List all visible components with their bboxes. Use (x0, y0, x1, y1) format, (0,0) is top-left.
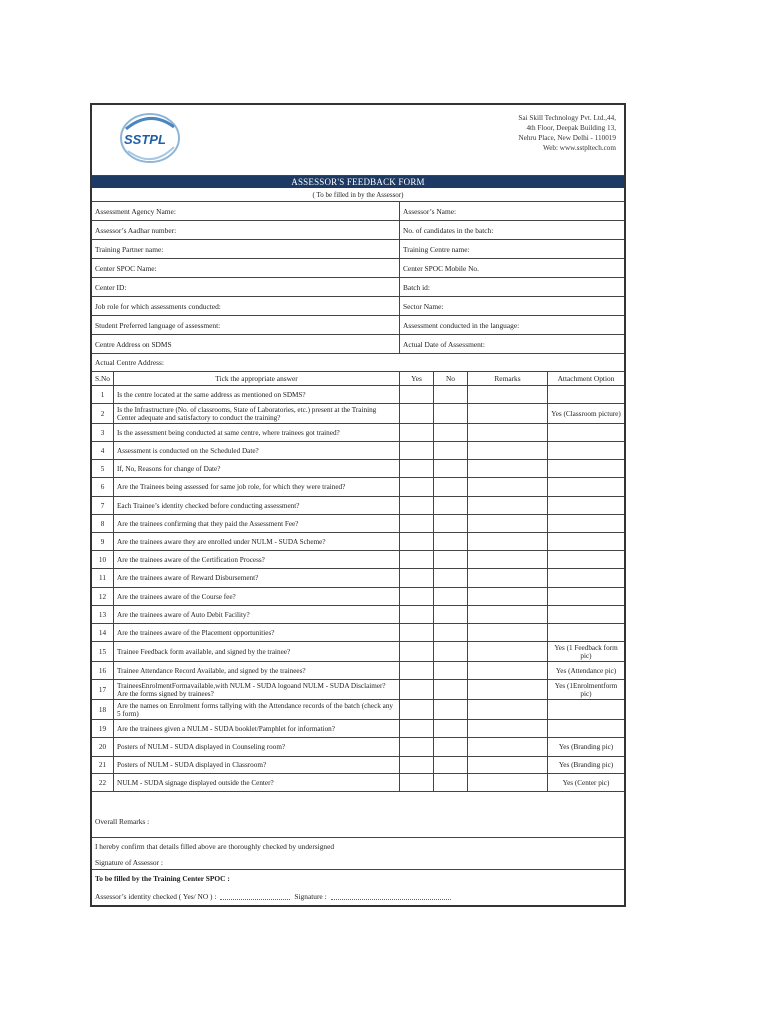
info-row (92, 259, 624, 278)
no-checkbox[interactable] (434, 738, 468, 756)
info-row (92, 202, 624, 221)
question-number: 9 (92, 533, 114, 550)
remarks-field[interactable] (468, 680, 548, 699)
question-row (92, 442, 624, 460)
remarks-field[interactable] (468, 533, 548, 550)
question-row (92, 478, 624, 497)
question-number: 1 (92, 386, 114, 403)
question-row (92, 588, 624, 606)
header-remarks: Remarks (468, 372, 548, 385)
assessor-name-field[interactable]: Assessor’s Name: (403, 206, 457, 216)
remarks-field[interactable] (468, 606, 548, 623)
question-text: Are the trainees aware they are enrolled under NULM - SUDA Scheme? (114, 533, 400, 550)
no-checkbox[interactable] (434, 386, 468, 403)
identity-checked-label: Assessor’s identity checked ( Yes/ NO ) : (95, 891, 217, 901)
question-row (92, 662, 624, 680)
remarks-field[interactable] (468, 588, 548, 605)
no-checkbox[interactable] (434, 497, 468, 514)
remarks-field[interactable] (468, 738, 548, 756)
question-text: Are the trainees confirming that they paid the Assessment Fee? (114, 515, 400, 532)
question-row (92, 606, 624, 624)
attachment-option (548, 478, 624, 496)
no-checkbox[interactable] (434, 642, 468, 661)
attachment-option (548, 460, 624, 477)
no-checkbox[interactable] (434, 757, 468, 773)
question-text: Are the trainees aware of the Course fee? (114, 588, 400, 605)
question-row (92, 515, 624, 533)
question-text: TraineesEnrolmentFormavailable,with NULM - SUDA logoand NULM - SUDA Disclaimer? Are the forms signed by trainees? (114, 680, 400, 699)
identity-checked-blank[interactable] (220, 893, 290, 900)
question-row (92, 720, 624, 738)
batch-id-field[interactable]: Batch id: (403, 282, 430, 292)
question-text: Are the trainees aware of Reward Disbursement? (114, 569, 400, 587)
no-checkbox[interactable] (434, 662, 468, 679)
header-question: Tick the appropriate answer (114, 372, 400, 385)
remarks-field[interactable] (468, 478, 548, 496)
address-line: 4th Floor, Deepak Building 13, (526, 124, 616, 132)
question-number: 7 (92, 497, 114, 514)
attachment-option: Yes (1 Feedback form pic) (554, 643, 618, 660)
question-text: Trainee Attendance Record Available, and signed by the trainees? (114, 662, 400, 679)
address-line: Nehru Place, New Delhi - 110019 (518, 134, 616, 142)
signature-label: Signature : (294, 891, 327, 901)
no-checkbox[interactable] (434, 515, 468, 532)
info-row (92, 316, 624, 335)
question-number: 15 (92, 642, 114, 661)
no-checkbox[interactable] (434, 680, 468, 699)
yes-checkbox[interactable] (400, 442, 434, 459)
remarks-field[interactable] (468, 624, 548, 641)
remarks-field[interactable] (468, 757, 548, 773)
question-row (92, 738, 624, 757)
yes-checkbox[interactable] (400, 774, 434, 791)
form-subtitle: ( To be filled in by the Assessor) (92, 189, 624, 202)
question-text: Are the trainees given a NULM - SUDA booklet/Pamphlet for information? (114, 720, 400, 737)
remarks-field[interactable] (468, 720, 548, 737)
yes-checkbox[interactable] (400, 478, 434, 496)
info-row (92, 335, 624, 354)
attachment-option (548, 442, 624, 459)
attachment-option (548, 606, 624, 623)
remarks-field[interactable] (468, 460, 548, 477)
remarks-field[interactable] (468, 662, 548, 679)
header-attachment: Attachment Option (557, 373, 615, 383)
no-checkbox[interactable] (434, 478, 468, 496)
question-row (92, 386, 624, 404)
info-row (92, 354, 624, 372)
question-row (92, 680, 624, 700)
remarks-field[interactable] (468, 569, 548, 587)
feedback-form (90, 103, 626, 907)
question-number: 21 (92, 757, 114, 773)
form-title: ASSESSOR'S FEEDBACK FORM (92, 176, 624, 188)
question-number: 4 (92, 442, 114, 459)
question-text: Each Trainee’s identity checked before conducting assessment? (114, 497, 400, 514)
no-checkbox[interactable] (434, 774, 468, 791)
question-number: 8 (92, 515, 114, 532)
remarks-field[interactable] (468, 774, 548, 791)
attachment-option (548, 497, 624, 514)
logo-text: SSTPL (124, 132, 166, 147)
centre-id-field[interactable]: Center ID: (92, 278, 400, 296)
question-number: 18 (92, 700, 114, 719)
yes-checkbox[interactable] (400, 588, 434, 605)
attachment-option (548, 386, 624, 403)
attachment-option (548, 424, 624, 441)
aadhar-field[interactable]: Assessor’s Aadhar number: (92, 221, 400, 239)
question-text: Are the names on Enrolment forms tallying with the Attendance records of the batch (check any 5 form) (114, 700, 400, 719)
remarks-field[interactable] (468, 551, 548, 568)
question-row (92, 424, 624, 442)
remarks-field[interactable] (468, 424, 548, 441)
info-row (92, 240, 624, 259)
question-text: Posters of NULM - SUDA displayed in Counseling room? (114, 738, 400, 756)
question-row (92, 551, 624, 569)
question-text: Are the Trainees being assessed for same job role, for which they were trained? (114, 478, 400, 496)
no-checkbox[interactable] (434, 569, 468, 587)
signature-blank[interactable] (331, 893, 451, 900)
yes-checkbox[interactable] (400, 386, 434, 403)
question-text: Assessment is conducted on the Scheduled Date? (114, 442, 400, 459)
attachment-option (548, 624, 624, 641)
remarks-field[interactable] (468, 515, 548, 532)
question-number: 3 (92, 424, 114, 441)
question-number: 5 (92, 460, 114, 477)
yes-checkbox[interactable] (400, 515, 434, 532)
question-number: 16 (92, 662, 114, 679)
question-text: Trainee Feedback form available, and signed by the trainee? (114, 642, 400, 661)
yes-checkbox[interactable] (400, 606, 434, 623)
attachment-option (548, 569, 624, 587)
spoc-heading: To be filled by the Training Center SPOC : (95, 874, 230, 883)
question-number: 13 (92, 606, 114, 623)
no-checkbox[interactable] (434, 588, 468, 605)
no-checkbox[interactable] (434, 404, 468, 423)
header-yes: Yes (400, 372, 434, 385)
agency-field[interactable]: Assessment Agency Name: (92, 202, 400, 220)
sdms-address-field[interactable]: Centre Address on SDMS (92, 335, 400, 353)
overall-remarks-field[interactable]: Overall Remarks : (95, 817, 150, 826)
yes-checkbox[interactable] (400, 680, 434, 699)
footer-row (92, 838, 624, 855)
question-number: 2 (92, 404, 114, 423)
conducted-language-field[interactable]: Assessment conducted in the language: (403, 320, 520, 330)
info-row (92, 221, 624, 240)
attachment-option: Yes (Branding pic) (558, 761, 614, 769)
yes-checkbox[interactable] (400, 642, 434, 661)
no-checkbox[interactable] (434, 606, 468, 623)
preferred-language-field[interactable]: Student Preferred language of assessment: (92, 316, 400, 334)
signature-assessor-field[interactable]: Signature of Assessor : (95, 857, 163, 867)
yes-checkbox[interactable] (400, 424, 434, 441)
footer-row (92, 815, 624, 838)
company-address (416, 113, 616, 153)
header-no: No (434, 372, 468, 385)
question-number: 11 (92, 569, 114, 587)
no-checkbox[interactable] (434, 460, 468, 477)
yes-checkbox[interactable] (400, 662, 434, 679)
question-text: Is the assessment being conducted at same centre, where trainees got trained? (114, 424, 400, 441)
yes-checkbox[interactable] (400, 404, 434, 423)
info-row (92, 278, 624, 297)
job-role-field[interactable]: Job role for which assessments conducted: (92, 297, 400, 315)
remarks-field[interactable] (468, 404, 548, 423)
no-checkbox[interactable] (434, 720, 468, 737)
sector-field[interactable]: Sector Name: (403, 301, 444, 311)
question-row (92, 404, 624, 424)
footer-row (92, 870, 624, 887)
training-partner-field[interactable]: Training Partner name: (92, 240, 400, 258)
no-checkbox[interactable] (434, 700, 468, 719)
remarks-field[interactable] (468, 442, 548, 459)
question-row (92, 569, 624, 588)
attachment-option: Yes (1Enrolmentform pic) (554, 681, 618, 698)
question-row (92, 700, 624, 720)
question-number: 22 (92, 774, 114, 791)
question-text: NULM - SUDA signage displayed outside the Center? (114, 774, 400, 791)
yes-checkbox[interactable] (400, 497, 434, 514)
question-number: 17 (92, 680, 114, 699)
yes-checkbox[interactable] (400, 569, 434, 587)
question-text: Is the Infrastructure (No. of classrooms, State of Laboratories, etc.) present at the Training Center adequate and satisfactory to conduct the training? (114, 404, 400, 423)
yes-checkbox[interactable] (400, 700, 434, 719)
actual-address-field[interactable]: Actual Centre Address: (95, 358, 164, 367)
question-number: 14 (92, 624, 114, 641)
question-text: Are the trainees aware of the Certification Process? (114, 551, 400, 568)
question-row (92, 774, 624, 792)
remarks-field[interactable] (468, 700, 548, 719)
spoc-name-field[interactable]: Center SPOC Name: (92, 259, 400, 277)
centre-name-field[interactable]: Training Centre name: (403, 244, 470, 254)
question-number: 19 (92, 720, 114, 737)
attachment-option (548, 588, 624, 605)
identity-signature-line (92, 887, 624, 905)
question-number: 20 (92, 738, 114, 756)
spoc-mobile-field[interactable]: Center SPOC Mobile No. (403, 263, 479, 273)
no-checkbox[interactable] (434, 624, 468, 641)
attachment-option (548, 720, 624, 737)
attachment-option (548, 551, 624, 568)
attachment-option: Yes (Center pic) (562, 778, 610, 787)
yes-checkbox[interactable] (400, 624, 434, 641)
address-line: Sai Skill Technology Pvt. Ltd.,44, (518, 114, 616, 122)
yes-checkbox[interactable] (400, 720, 434, 737)
attachment-option: Yes (Attendance pic) (555, 666, 617, 675)
remarks-field[interactable] (468, 642, 548, 661)
attachment-option (548, 533, 624, 550)
attachment-option: Yes (Classroom picture) (551, 409, 621, 418)
no-checkbox[interactable] (434, 551, 468, 568)
question-row (92, 533, 624, 551)
header-sn: S.No (92, 372, 114, 385)
attachment-option (548, 515, 624, 532)
no-checkbox[interactable] (434, 442, 468, 459)
question-text: Are the trainees aware of the Placement opportunities? (114, 624, 400, 641)
question-row (92, 497, 624, 515)
no-checkbox[interactable] (434, 424, 468, 441)
question-text: If, No, Reasons for change of Date? (114, 460, 400, 477)
question-text: Is the centre located at the same address as mentioned on SDMS? (114, 386, 400, 403)
remarks-field[interactable] (468, 386, 548, 403)
address-line: Web: www.sstpltech.com (542, 144, 616, 152)
question-number: 6 (92, 478, 114, 496)
question-row (92, 757, 624, 774)
footer-row (92, 887, 624, 905)
form-header (92, 105, 624, 176)
question-text: Are the trainees aware of Auto Debit Facility? (114, 606, 400, 623)
info-row (92, 297, 624, 316)
no-checkbox[interactable] (434, 533, 468, 550)
yes-checkbox[interactable] (400, 738, 434, 756)
candidates-field[interactable]: No. of candidates in the batch: (403, 225, 494, 235)
yes-checkbox[interactable] (400, 757, 434, 773)
actual-date-field[interactable]: Actual Date of Assessment: (403, 339, 485, 349)
question-text: Posters of NULM - SUDA displayed in Classroom? (114, 757, 400, 773)
question-number: 10 (92, 551, 114, 568)
attachment-option (548, 700, 624, 719)
yes-checkbox[interactable] (400, 533, 434, 550)
question-row (92, 460, 624, 478)
yes-checkbox[interactable] (400, 460, 434, 477)
attachment-option: Yes (Branding pic) (558, 743, 614, 751)
question-number: 12 (92, 588, 114, 605)
footer-row (92, 855, 624, 870)
remarks-field[interactable] (468, 497, 548, 514)
confirm-statement: I hereby confirm that details filled above are thoroughly checked by undersigned (95, 842, 335, 851)
table-header (92, 372, 624, 386)
question-row (92, 642, 624, 662)
yes-checkbox[interactable] (400, 551, 434, 568)
question-row (92, 624, 624, 642)
